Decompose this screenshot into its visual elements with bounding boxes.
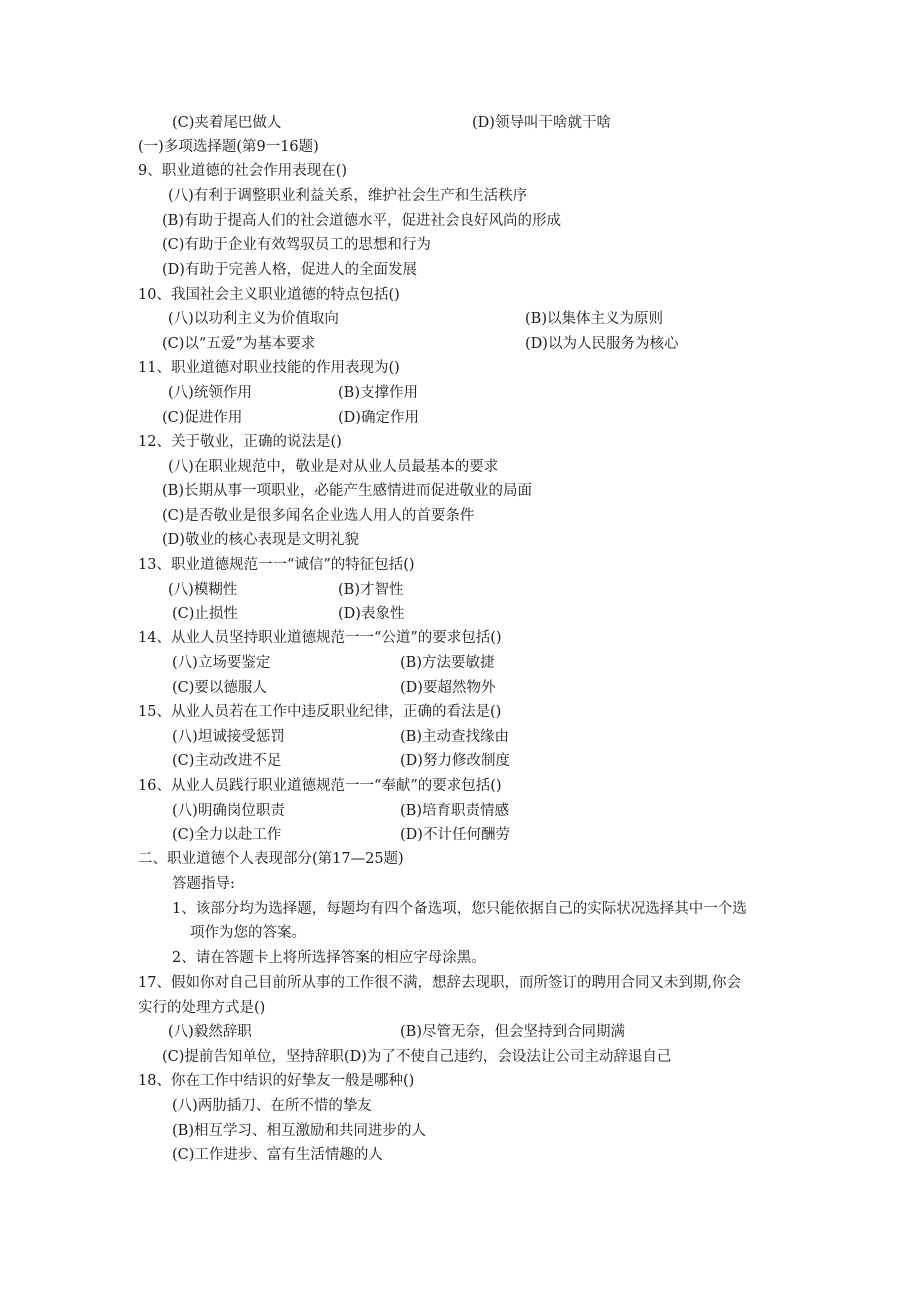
q18-option-a: (八)两肋插刀、在所不惜的挚友 — [172, 1098, 372, 1114]
q16-option-b: (B)培育职责情感 — [400, 803, 509, 819]
q14-option-d: (D)要超然物外 — [400, 680, 496, 696]
q16-option-a: (八)明确岗位职责 — [172, 803, 285, 819]
guide-item-1: 1、该部分均为选择题，每题均有四个备选项，您只能依据自己的实际状况选择其中一个选 — [172, 901, 747, 917]
question-13: 13、职业道德规范一一“诚信”的特征包括() — [138, 557, 415, 573]
question-10: 10、我国社会主义职业道德的特点包括() — [138, 287, 400, 303]
q13-option-b: (B)才智性 — [338, 582, 404, 598]
q9-option-c: (C)有助于企业有效驾驭员工的思想和行为 — [162, 237, 431, 253]
q13-option-a: (八)模糊性 — [168, 582, 238, 598]
q16-option-c: (C)全力以赴工作 — [172, 827, 282, 843]
q9-option-b: (B)有助于提高人们的社会道德水平，促进社会良好风尚的形成 — [162, 213, 561, 229]
q11-option-d: (D)确定作用 — [338, 410, 419, 426]
section-heading: (一)多项选择题(第9一16题) — [138, 139, 319, 155]
q17-option-a: (八)毅然辞职 — [168, 1024, 252, 1040]
q15-option-d: (D)努力修改制度 — [400, 753, 510, 769]
guide-item-1-cont: 项作为您的答案。 — [190, 925, 306, 941]
q18-option-b: (B)相互学习、相互激励和共同进步的人 — [172, 1123, 426, 1139]
section-2-heading: 二、职业道德个人表现部分(第17—25题) — [138, 851, 404, 867]
q10-option-b: (B)以集体主义为原则 — [525, 311, 663, 327]
q17-option-b: (B)尽管无奈，但会坚持到合同期满 — [400, 1024, 625, 1040]
q15-option-a: (八)坦诚接受惩罚 — [172, 729, 285, 745]
q15-option-c: (C)主动改进不足 — [172, 753, 282, 769]
option-d: (D)领导叫干啥就干啥 — [472, 115, 611, 131]
q12-option-c: (C)是否敬业是很多闻名企业选人用人的首要条件 — [162, 508, 475, 524]
q13-option-d: (D)表象性 — [338, 606, 405, 622]
question-15: 15、从业人员若在工作中违反职业纪律，正确的看法是() — [138, 704, 502, 720]
q13-option-c: (C)止损性 — [172, 606, 238, 622]
q15-option-b: (B)主动查找缘由 — [400, 729, 509, 745]
question-14: 14、从业人员坚持职业道德规范一一“公道”的要求包括() — [138, 630, 502, 646]
question-17: 17、假如你对自己目前所从事的工作很不满，想辞去现职，而所签订的聘用合同又未到期,你会 — [138, 975, 742, 991]
answer-guide-title: 答题指导: — [172, 876, 235, 892]
q11-option-a: (八)统领作用 — [168, 385, 252, 401]
q9-option-a: (八)有利于调整职业利益关系，维护社会生产和生活秩序 — [168, 188, 528, 204]
q12-option-b: (B)长期从事一项职业，必能产生感情进而促进敬业的局面 — [162, 483, 532, 499]
q18-option-c: (C)工作进步、富有生活情趣的人 — [172, 1147, 383, 1163]
question-16: 16、从业人员践行职业道德规范一一“奉献”的要求包括() — [138, 778, 502, 794]
q12-option-d: (D)敬业的核心表现是文明礼貌 — [162, 532, 359, 548]
question-9: 9、职业道德的社会作用表现在() — [138, 163, 348, 179]
q11-option-b: (B)支撑作用 — [338, 385, 418, 401]
guide-item-2: 2、请在答题卡上将所选择答案的相应字母涂黑。 — [172, 950, 486, 966]
option-c: (C)夹着尾巴做人 — [172, 115, 282, 131]
q11-option-c: (C)促进作用 — [162, 410, 243, 426]
q9-option-d: (D)有助于完善人格，促进人的全面发展 — [162, 262, 417, 278]
question-12: 12、关于敬业，正确的说法是() — [138, 434, 342, 450]
question-18: 18、你在工作中结识的好挚友一般是哪种() — [138, 1073, 415, 1089]
q12-option-a: (八)在职业规范中，敬业是对从业人员最基本的要求 — [168, 459, 499, 475]
q14-option-a: (八)立场要鉴定 — [172, 655, 271, 671]
question-17-cont: 实行的处理方式是() — [138, 1000, 266, 1016]
q16-option-d: (D)不计任何酬劳 — [400, 827, 510, 843]
q10-option-a: (八)以功利主义为价值取向 — [168, 311, 339, 327]
question-11: 11、职业道德对职业技能的作用表现为() — [138, 360, 400, 376]
q14-option-c: (C)要以德服人 — [172, 680, 267, 696]
q14-option-b: (B)方法要敏捷 — [400, 655, 495, 671]
q10-option-c: (C)以“五爱”为基本要求 — [162, 336, 316, 352]
q10-option-d: (D)以为人民服务为核心 — [525, 336, 679, 352]
q17-option-cd: (C)提前告知单位，坚持辞职(D)为了不使自己违约，会设法让公司主动辞退自己 — [162, 1049, 672, 1065]
